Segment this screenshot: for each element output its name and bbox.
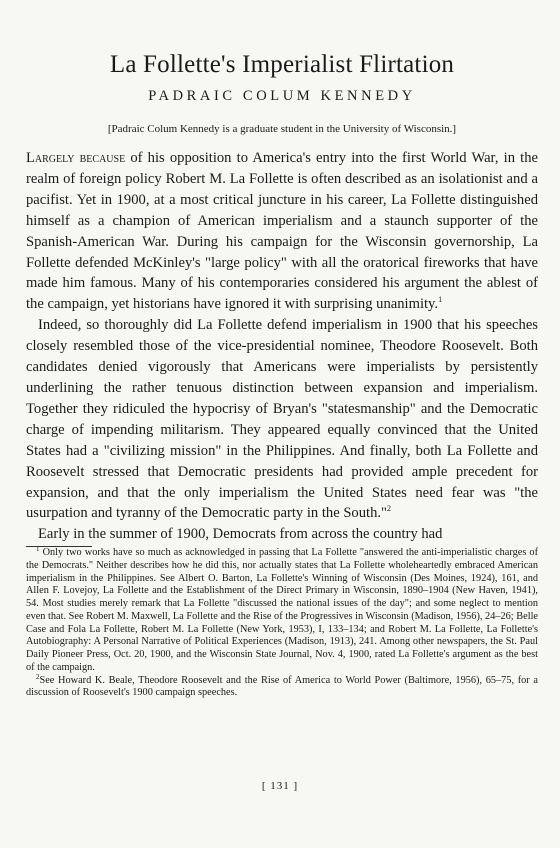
paragraph-2 bbox=[26, 315, 538, 524]
paragraph-text: of his opposition to America's entry into the first World War, in the realm of foreign policy Robert M. La Follette is often described as an isolationist and a pacifist. Yet in 1900, at a most critical juncture in his career, La Follette distinguished himself as a champion of American imperialism and a staunch supporter of the Spanish-American War. During his campaign for the Wisconsin governorship, La Follette defended McKinley's "large policy" with all the oratorical fireworks that have made him famous. Many of his contemporaries considered his argument the ablest of the campaign, yet historians have ignored it with surprising unanimity. bbox=[26, 150, 538, 313]
paragraph-text: Early in the summer of 1900, Democrats from across the country had bbox=[38, 526, 443, 543]
footnote-number: 1 bbox=[36, 545, 40, 554]
lead-in-small-caps: Largely because bbox=[26, 150, 126, 166]
footnotes bbox=[26, 547, 538, 700]
author-note: [Padraic Colum Kennedy is a graduate student in the University of Wisconsin.] bbox=[107, 123, 457, 135]
footnote-2 bbox=[26, 672, 538, 701]
article-author: PADRAIC COLUM KENNEDY bbox=[148, 88, 416, 104]
footnote-1 bbox=[26, 547, 538, 675]
page-number: [ 131 ] bbox=[261, 780, 299, 792]
footnote-number: 2 bbox=[36, 672, 40, 681]
paragraph-text: Indeed, so thoroughly did La Follette defend imperialism in 1900 that his speeches closely resembled those of the vice-presidential nominee, Theodore Roosevelt. Both candidates denied vigorously that Americans were imperialists by persistently underlining the rather tenuous distinction between expansion and imperialism. Together they ridiculed the hypocrisy of Bryan's "statesmanship" and the Democratic charge of impending militarism. They appeared equally convinced that the United States had a "civilizing mission" in the Philippines. And finally, both La Follette and Roosevelt stressed that Democratic presidents had provided ample precedent for expansion, and that the only imperialism the United States need fear was "the usurpation and tyranny of the Democratic party in the South." bbox=[26, 317, 538, 522]
article-body bbox=[26, 148, 538, 545]
footnote-text: See Howard K. Beale, Theodore Roosevelt and the Rise of America to World Power (Baltimore, 1956), 65–75, for a discussion of Roosevelt's 1900 campaign speeches. bbox=[26, 674, 538, 699]
article-title: La Follette's Imperialist Flirtation bbox=[109, 51, 455, 78]
article-page bbox=[26, 50, 538, 700]
footnote-marker: 2 bbox=[386, 504, 391, 514]
paragraph-3 bbox=[26, 524, 538, 545]
footnote-marker: 1 bbox=[438, 295, 443, 305]
footnote-text: Only two works have so much as acknowledged in passing that La Follette "answered the anti-imperialistic charges of the Democrats." Neither describes how he did this, nor actually states that La Follette wholeheartedly embraced American imperialism in the Philippines. See Albert O. Barton, La Follette's Winning of Wisconsin (Des Moines, 1924), 161, and Allen F. Lovejoy, La Follette and the Establishment of the Direct Primary in Wisconsin, 1890–1904 (New Haven, 1941), 54. Most studies merely remark that La Follette "discussed the national issues of the day"; and some neglect to mention even that. See Robert M. Maxwell, La Follette and the Rise of the Progressives in Wisconsin (Madison, 1956), 24–26; Belle Case and Fola La Follette, Robert M. La Follette (New York, 1953), I, 133–134; and Robert M. La Follette, La Follette's Autobiography: A Personal Narrative of Political Experiences (Madison, 1913), 241. Among other newspapers, the St. Paul Daily Pioneer Press, Oct. 20, 1900, and the Wisconsin State Journal, Nov. 4, 1900, rated La Follette's argument as the best of the campaign. bbox=[26, 547, 538, 673]
paragraph-1 bbox=[26, 148, 538, 315]
